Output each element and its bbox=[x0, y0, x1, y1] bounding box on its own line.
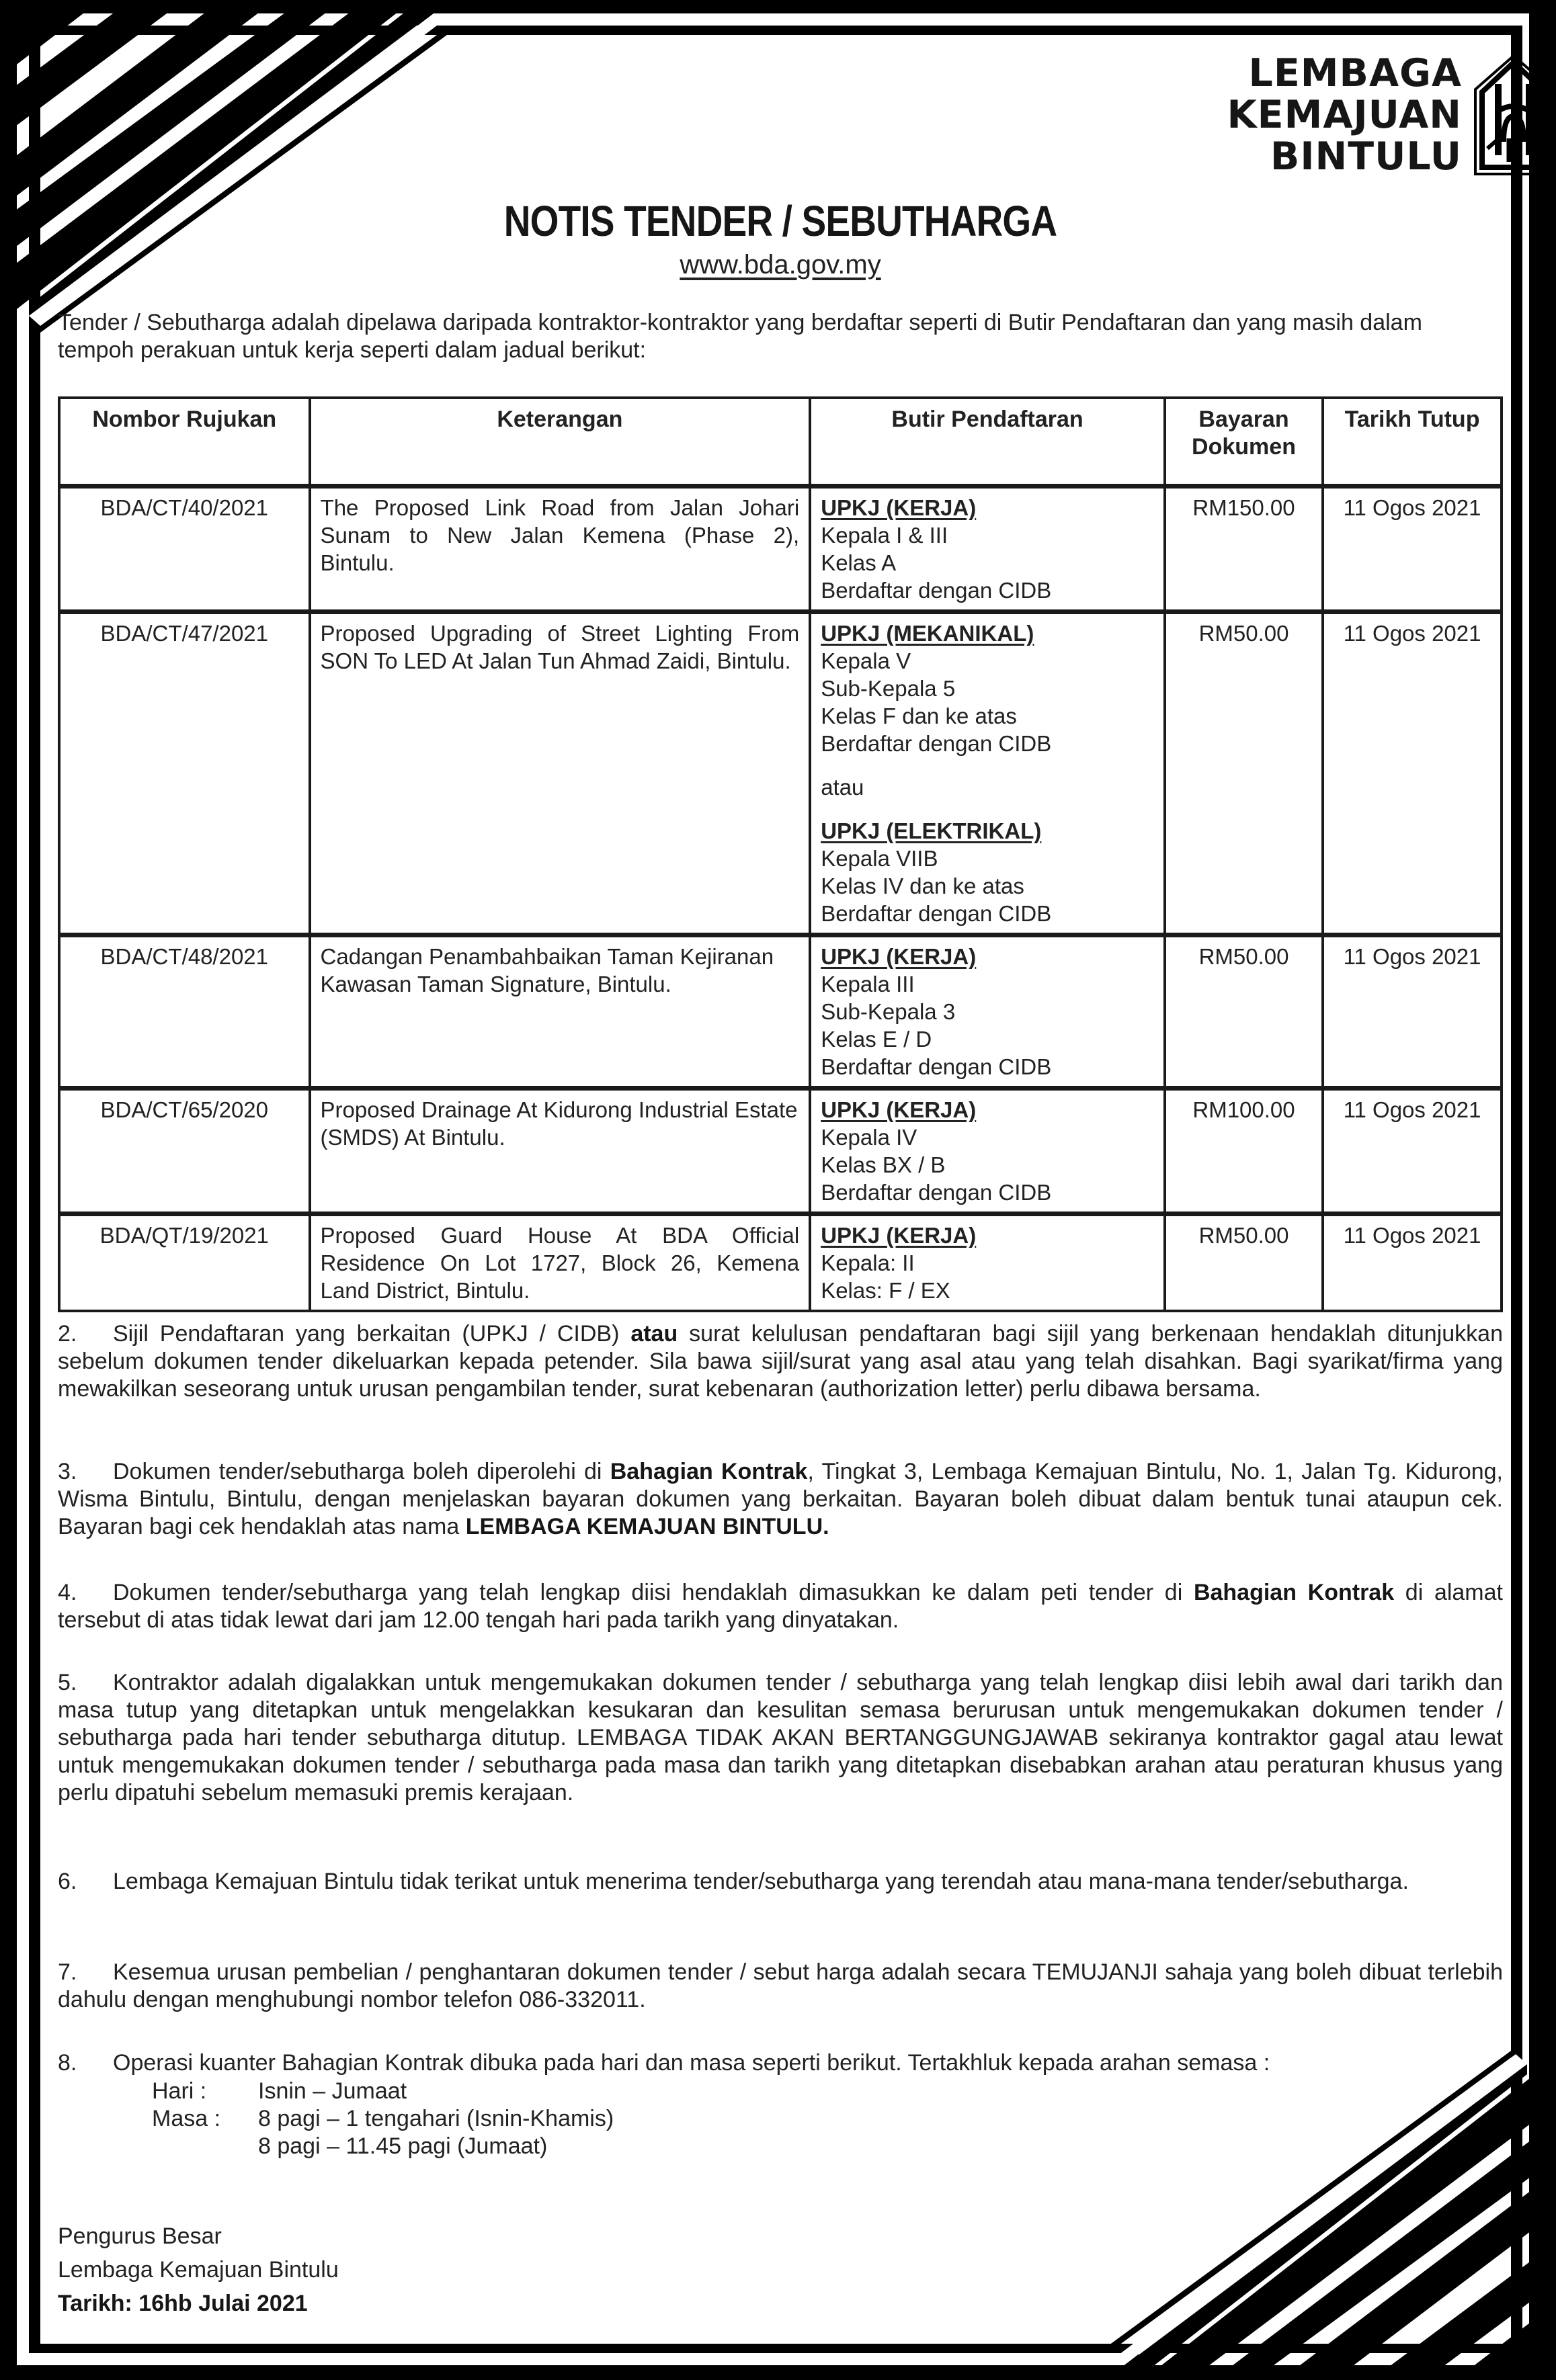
spacer bbox=[152, 2133, 258, 2160]
note-number: 5. bbox=[58, 1670, 77, 1695]
ref-cell: BDA/CT/48/2021 bbox=[59, 935, 310, 1089]
website-link[interactable]: www.bda.gov.my bbox=[680, 250, 881, 280]
closing-date-cell: 11 Ogos 2021 bbox=[1323, 1214, 1502, 1312]
note-number: 8. bbox=[58, 2050, 77, 2076]
note-number: 6. bbox=[58, 1869, 77, 1894]
hours-time-row bbox=[152, 2105, 614, 2133]
organization-name-line-1: LEMBAGA bbox=[1248, 51, 1462, 95]
registration-detail: Kepala IV bbox=[821, 1125, 917, 1150]
table-header-row bbox=[59, 398, 1502, 486]
registration-detail: Sub-Kepala 5 bbox=[821, 676, 956, 701]
table-row bbox=[59, 1089, 1502, 1214]
ref-cell: BDA/CT/47/2021 bbox=[59, 612, 310, 935]
note-number: 3. bbox=[58, 1459, 77, 1484]
fee-cell: RM100.00 bbox=[1165, 1089, 1323, 1214]
registration-cell bbox=[810, 486, 1165, 612]
registration-cell bbox=[810, 1089, 1165, 1214]
registration-detail: Berdaftar dengan CIDB bbox=[821, 1180, 1052, 1205]
note-text: Kontraktor adalah digalakkan untuk mengemukakan dokumen tender / sebutharga yang telah lengkap diisi lebih awal dari tarikh dan masa tutup yang ditetapkan untuk mengelakkan kesukaran dan kesulitan semasa berurusan untuk mengemukakan dokumen tender / sebutharga pada hari tender sebutharga ditutup. LEMBAGA TIDAK AKAN BERTANGGUNGJAWAB sekiranya kontraktor gagal atau lewat untuk mengemukakan dokumen tender / sebutharga pada masa dan tarikh yang ditetapkan disebabkan arahan atau peraturan khusus yang perlu dipatuhi sebelum memasuki premis kerajaan. bbox=[58, 1670, 1503, 1805]
column-header-fee bbox=[1165, 398, 1323, 486]
description-cell: Proposed Guard House At BDA Official Residence On Lot 1727, Block 26, Kemena Land District, Bintulu. bbox=[310, 1214, 811, 1312]
note-6 bbox=[58, 1868, 1503, 1896]
bda-house-emblem-icon bbox=[1474, 54, 1553, 175]
registration-detail: Berdaftar dengan CIDB bbox=[821, 578, 1052, 603]
description-cell: Proposed Drainage At Kidurong Industrial Estate (SMDS) At Bintulu. bbox=[310, 1089, 811, 1214]
table-row bbox=[59, 1214, 1502, 1312]
organization-name-line-3: BINTULU bbox=[1270, 134, 1462, 179]
registration-cell bbox=[810, 935, 1165, 1089]
registration-detail: Kepala VIIB bbox=[821, 846, 938, 871]
registration-detail: Sub-Kepala 3 bbox=[821, 999, 956, 1024]
registration-detail: Kelas IV dan ke atas bbox=[821, 874, 1024, 898]
note-number: 7. bbox=[58, 1959, 77, 1985]
time-value: 8 pagi – 1 tengahari (Isnin-Khamis) bbox=[258, 2106, 614, 2131]
days-label: Hari : bbox=[152, 2078, 207, 2104]
registration-alternative: atau bbox=[821, 775, 864, 800]
registration-detail: Kepala I & III bbox=[821, 523, 948, 548]
description-cell: Proposed Upgrading of Street Lighting From SON To LED At Jalan Tun Ahmad Zaidi, Bintulu. bbox=[310, 612, 811, 935]
closing-date-cell: 11 Ogos 2021 bbox=[1323, 612, 1502, 935]
registration-detail: Kelas E / D bbox=[821, 1027, 932, 1052]
registration-cell bbox=[810, 1214, 1165, 1312]
registration-category: UPKJ (KERJA) bbox=[821, 495, 977, 520]
registration-category: UPKJ (KERJA) bbox=[821, 1223, 977, 1248]
signatory-organization: Lembaga Kemajuan Bintulu bbox=[58, 2257, 339, 2283]
note-text: surat kelulusan pendaftaran bagi sijil yang berkenaan hendaklah ditunjukkan sebelum dokumen tender dikeluarkan kepada petender. Sila bawa sijil/surat yang asal atau yang telah disahkan. Bagi syarikat/firma yang mewakilkan seseorang untuk urusan pengambilan tender, surat kebenaran (authorization letter) perlu dibawa bersama. bbox=[58, 1321, 1503, 1402]
registration-detail: Berdaftar dengan CIDB bbox=[821, 901, 1052, 926]
note-emphasis: atau bbox=[630, 1321, 678, 1347]
note-2 bbox=[58, 1320, 1503, 1403]
table-row bbox=[59, 612, 1502, 935]
ref-cell: BDA/CT/65/2020 bbox=[59, 1089, 310, 1214]
note-5 bbox=[58, 1669, 1503, 1807]
registration-detail: Berdaftar dengan CIDB bbox=[821, 1054, 1052, 1079]
registration-detail: Kelas F dan ke atas bbox=[821, 704, 1017, 728]
spacer bbox=[821, 757, 1154, 773]
note-emphasis: Bahagian Kontrak bbox=[1193, 1580, 1395, 1605]
organization-name-line-2: KEMAJUAN bbox=[1227, 93, 1462, 137]
registration-detail: Kelas A bbox=[821, 550, 897, 575]
note-number: 4. bbox=[58, 1580, 77, 1605]
note-3 bbox=[58, 1458, 1503, 1541]
note-text: , Tingkat 3, Lembaga Kemajuan Bintulu, No. 1, Jalan Tg. Kidurong, Wisma Bintulu, Bintulu, dengan menjelaskan bayaran dokumen yang berkaitan. Bayaran boleh dibuat dalam bentuk tunai ataupun cek. Bayaran bagi cek hendaklah atas nama bbox=[58, 1459, 1503, 1539]
signatory-position: Pengurus Besar bbox=[58, 2223, 222, 2249]
fee-cell: RM50.00 bbox=[1165, 1214, 1323, 1312]
registration-detail: Kepala: II bbox=[821, 1250, 915, 1275]
column-header-label: Butir Pendaftaran bbox=[891, 407, 1083, 432]
column-header-closing-date bbox=[1323, 398, 1502, 486]
fee-cell: RM50.00 bbox=[1165, 612, 1323, 935]
organization-name bbox=[1227, 52, 1463, 177]
time-value: 8 pagi – 11.45 pagi (Jumaat) bbox=[258, 2133, 548, 2159]
registration-detail: Kelas BX / B bbox=[821, 1152, 946, 1177]
intro-paragraph: Tender / Sebutharga adalah dipelawa daripada kontraktor-kontraktor yang berdaftar seperti di Butir Pendaftaran dan yang masih dalam tempoh perakuan untuk kerja seperti dalam jadual berikut: bbox=[58, 310, 1422, 363]
tender-table bbox=[58, 396, 1503, 1312]
table-row bbox=[59, 935, 1502, 1089]
column-header-label: Nombor Rujukan bbox=[92, 407, 277, 432]
registration-category: UPKJ (KERJA) bbox=[821, 1097, 977, 1122]
note-text: Dokumen tender/sebutharga boleh diperolehi di bbox=[113, 1459, 610, 1484]
page-title: NOTIS TENDER / SEBUTHARGA bbox=[503, 197, 1057, 245]
registration-detail: Kepala III bbox=[821, 972, 915, 996]
note-emphasis: LEMBAGA KEMAJUAN BINTULU. bbox=[465, 1514, 829, 1539]
note-text: Sijil Pendaftaran yang berkaitan (UPKJ / CIDB) bbox=[113, 1321, 631, 1347]
registration-detail: Kelas: F / EX bbox=[821, 1278, 950, 1303]
column-header-description bbox=[310, 398, 811, 486]
signature-block bbox=[58, 2219, 339, 2320]
note-4 bbox=[58, 1579, 1503, 1634]
registration-category: UPKJ (ELEKTRIKAL) bbox=[821, 818, 1042, 843]
description-cell: The Proposed Link Road from Jalan Johari Sunam to New Jalan Kemena (Phase 2), Bintulu. bbox=[310, 486, 811, 612]
closing-date-cell: 11 Ogos 2021 bbox=[1323, 1089, 1502, 1214]
column-header-ref bbox=[59, 398, 310, 486]
operating-hours bbox=[152, 2078, 614, 2160]
ref-cell: BDA/QT/19/2021 bbox=[59, 1214, 310, 1312]
note-text: Operasi kuanter Bahagian Kontrak dibuka pada hari dan masa seperti berikut. Tertakhluk kepada arahan semasa : bbox=[113, 2050, 1270, 2076]
hours-time-row bbox=[152, 2133, 614, 2160]
note-emphasis: Bahagian Kontrak bbox=[610, 1459, 808, 1484]
column-header-label: Tarikh Tutup bbox=[1344, 407, 1480, 432]
column-header-label: Bayaran Dokumen bbox=[1192, 407, 1296, 460]
note-number: 2. bbox=[58, 1321, 77, 1347]
closing-date-cell: 11 Ogos 2021 bbox=[1323, 935, 1502, 1089]
spacer bbox=[821, 801, 1154, 817]
table-row bbox=[59, 486, 1502, 612]
days-value: Isnin – Jumaat bbox=[258, 2078, 407, 2104]
time-label: Masa : bbox=[152, 2106, 221, 2131]
note-text: di alamat tersebut di atas tidak lewat dari jam 12.00 tengah hari pada tarikh yang dinyatakan. bbox=[58, 1580, 1503, 1633]
notice-date: Tarikh: 16hb Julai 2021 bbox=[58, 2291, 308, 2316]
closing-date-cell: 11 Ogos 2021 bbox=[1323, 486, 1502, 612]
registration-cell bbox=[810, 612, 1165, 935]
organization-logo bbox=[1227, 52, 1554, 177]
description-cell: Cadangan Penambahbaikan Taman Kejiranan Kawasan Taman Signature, Bintulu. bbox=[310, 935, 811, 1089]
fee-cell: RM50.00 bbox=[1165, 935, 1323, 1089]
note-text: Lembaga Kemajuan Bintulu tidak terikat untuk menerima tender/sebutharga yang terendah atau mana-mana tender/sebutharga. bbox=[113, 1869, 1409, 1894]
registration-category: UPKJ (MEKANIKAL) bbox=[821, 621, 1034, 646]
registration-detail: Kepala V bbox=[821, 648, 911, 673]
note-text: Kesemua urusan pembelian / penghantaran dokumen tender / sebut harga adalah secara TEMUJANJI sahaja yang boleh dibuat terlebih dahulu dengan menghubungi nombor telefon 086-332011. bbox=[58, 1959, 1503, 2012]
note-7 bbox=[58, 1959, 1503, 2014]
ref-cell: BDA/CT/40/2021 bbox=[59, 486, 310, 612]
column-header-registration bbox=[810, 398, 1165, 486]
registration-category: UPKJ (KERJA) bbox=[821, 944, 977, 969]
hours-days-row bbox=[152, 2078, 614, 2105]
fee-cell: RM150.00 bbox=[1165, 486, 1323, 612]
registration-detail: Berdaftar dengan CIDB bbox=[821, 731, 1052, 756]
column-header-label: Keterangan bbox=[497, 407, 623, 432]
note-8 bbox=[58, 2049, 1456, 2077]
note-text: Dokumen tender/sebutharga yang telah lengkap diisi hendaklah dimasukkan ke dalam peti tender di bbox=[113, 1580, 1194, 1605]
